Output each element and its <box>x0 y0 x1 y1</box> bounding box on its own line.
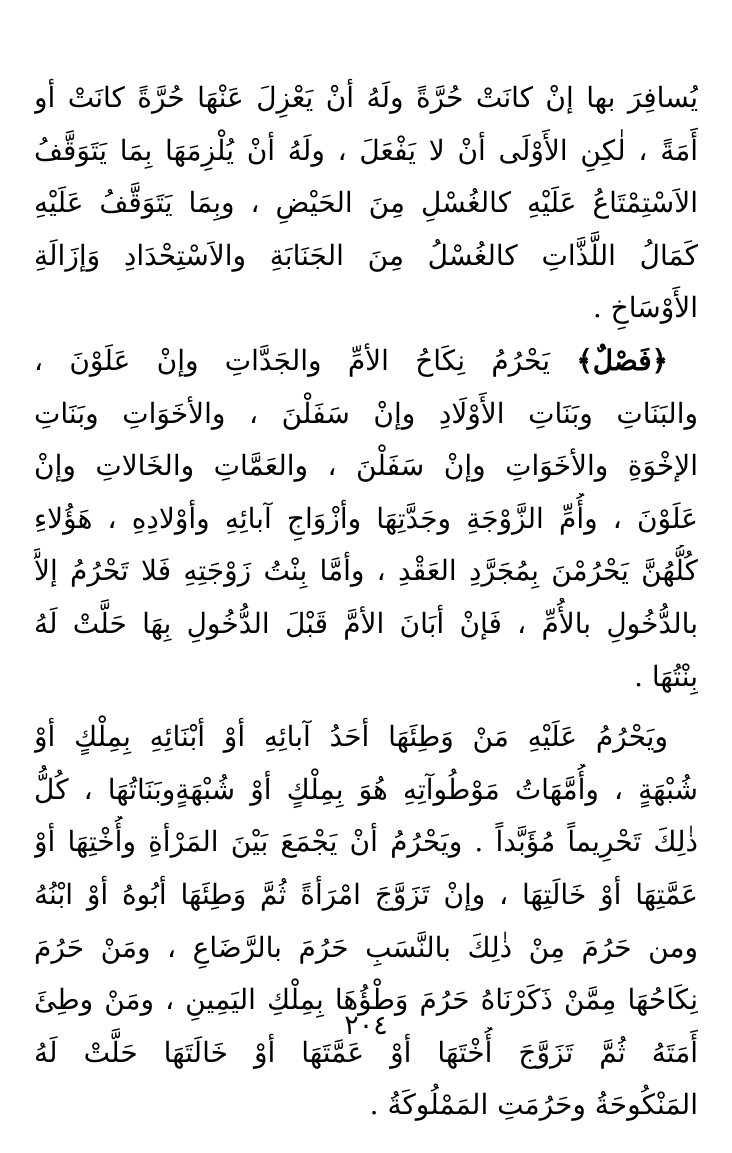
body-text <box>34 72 698 1132</box>
text-line: الأَوْسَاخِ . <box>592 291 698 325</box>
text-line: يَحْرُمُ نِكَاحُ الأمِّ والجَدَّاتِ وإنْ عَلَوْنَ ، <box>34 343 551 377</box>
text-line: بالدُّخُولِ بالأُمِّ ، فَإنْ أبَانَ الأمَّ قَبْلَ الدُّخُولِ بِهَا حَلَّتْ لَهُ <box>34 606 698 640</box>
text-line: عَلَوْنَ ، وأُمِّ الزَّوْجَةِ وجَدَّتِهَا وأزْوَاجِ آبائِهِ وأوْلادِهِ ، هَؤُلاءِ <box>34 501 698 535</box>
text-line: ويَحْرُمُ عَلَيْهِ مَنْ وَطِئَهَا أحَدُ آبائِهِ أوْ أبْنَائِهِ بِمِلْكٍ أوْ <box>34 720 668 754</box>
text-line: ومن حَرُمَ مِنْ ذٰلِكَ بالنَّسَبِ حَرُمَ بالرَّضَاعِ ، ومَنْ حَرُمَ <box>34 930 698 964</box>
section-heading-line <box>34 335 698 388</box>
text-line: شُبْهَةٍ ، وأُمَّهَاتُ مَوْطُوآتِهِ هُوَ بِمِلْكٍ أوْ شُبْهَةٍوبَنَاتُهَا ، كُلُّ <box>34 772 698 806</box>
text-line: والبَنَاتِ وبَنَاتِ الأَوْلَادِ وإنْ سَفَلْنَ ، والأخَوَاتِ وبَنَاتِ <box>34 396 698 430</box>
text-line: ذٰلِكَ تَحْرِيماً مُؤَبَّداً . ويَحْرُمُ أنْ يَجْمَعَ بَيْنَ المَرْأةِ وأُخْتِهَا أوْ <box>34 825 698 859</box>
page-number: ٢٠٤ <box>344 1010 388 1041</box>
section-heading: ﴿فَصْلٌ﴾ <box>576 343 668 377</box>
text-line: يُسافِرَ بها إنْ كانَتْ حُرَّةً ولَهُ أنْ يَعْزِلَ عَنْهَا حُرَّةً كانَتْ أو <box>34 81 698 114</box>
text-line: نِكَاحُهَا مِمَّنْ ذَكَرْنَاهُ حَرُمَ وَطْؤُهَا بِمِلْكِ اليَمِينِ ، ومَنْ وطِئَ <box>34 983 698 1017</box>
paragraph-gap <box>34 703 698 711</box>
text-line: المَنْكُوحَةُ وحَرُمَتِ المَمْلُوكَةُ . <box>369 1088 698 1122</box>
text-line: بِنْتُهَا . <box>634 659 698 693</box>
text-line: الإخْوَةِ والأخَوَاتِ وإنْ سَفَلْنَ ، والعَمَّاتِ والخَالاتِ وإنْ <box>34 449 698 483</box>
text-line: كُلُّهُنَّ يَحْرُمْنَ بِمُجَرَّدِ العَقْدِ ، وأمَّا بِنْتُ زَوْجَتِهِ فَلا تَحْرُمُ إلاَّ <box>34 554 698 588</box>
text-line: عَمَّتِهَا أوْ خَالَتِهَا ، وإنْ تَزَوَّجَ امْرَأةً ثُمَّ وَطِئَهَا أبُوهُ أوْ ابْنُهُ <box>34 877 698 911</box>
text-line: كَمَالُ اللَّذَّاتِ كالغُسْلُ مِنَ الجَنَابَةِ والاَسْتِحْدَادِ وَإزَالَةِ <box>34 238 698 272</box>
text-line: الاَسْتِمْتَاعُ عَلَيْهِ كالغُسْلِ مِنَ الحَيْضِ ، وبِمَا يَتَوَقَّفُ عَلَيْهِ <box>34 186 698 220</box>
text-line: أَمَةً ، لٰكِنِ الأَوْلَى أنْ لا يَفْعَلَ ، ولَهُ أنْ يُلْزِمَهَا بِمَا يَتَوَقَّفُ <box>34 133 698 167</box>
text-line: أَمَتَهُ ثُمَّ تَزَوَّجَ أُخْتَهَا أوْ عَمَّتَهَا أوْ خَالَتَهَا حَلَّتْ لَهُ <box>34 1035 698 1069</box>
